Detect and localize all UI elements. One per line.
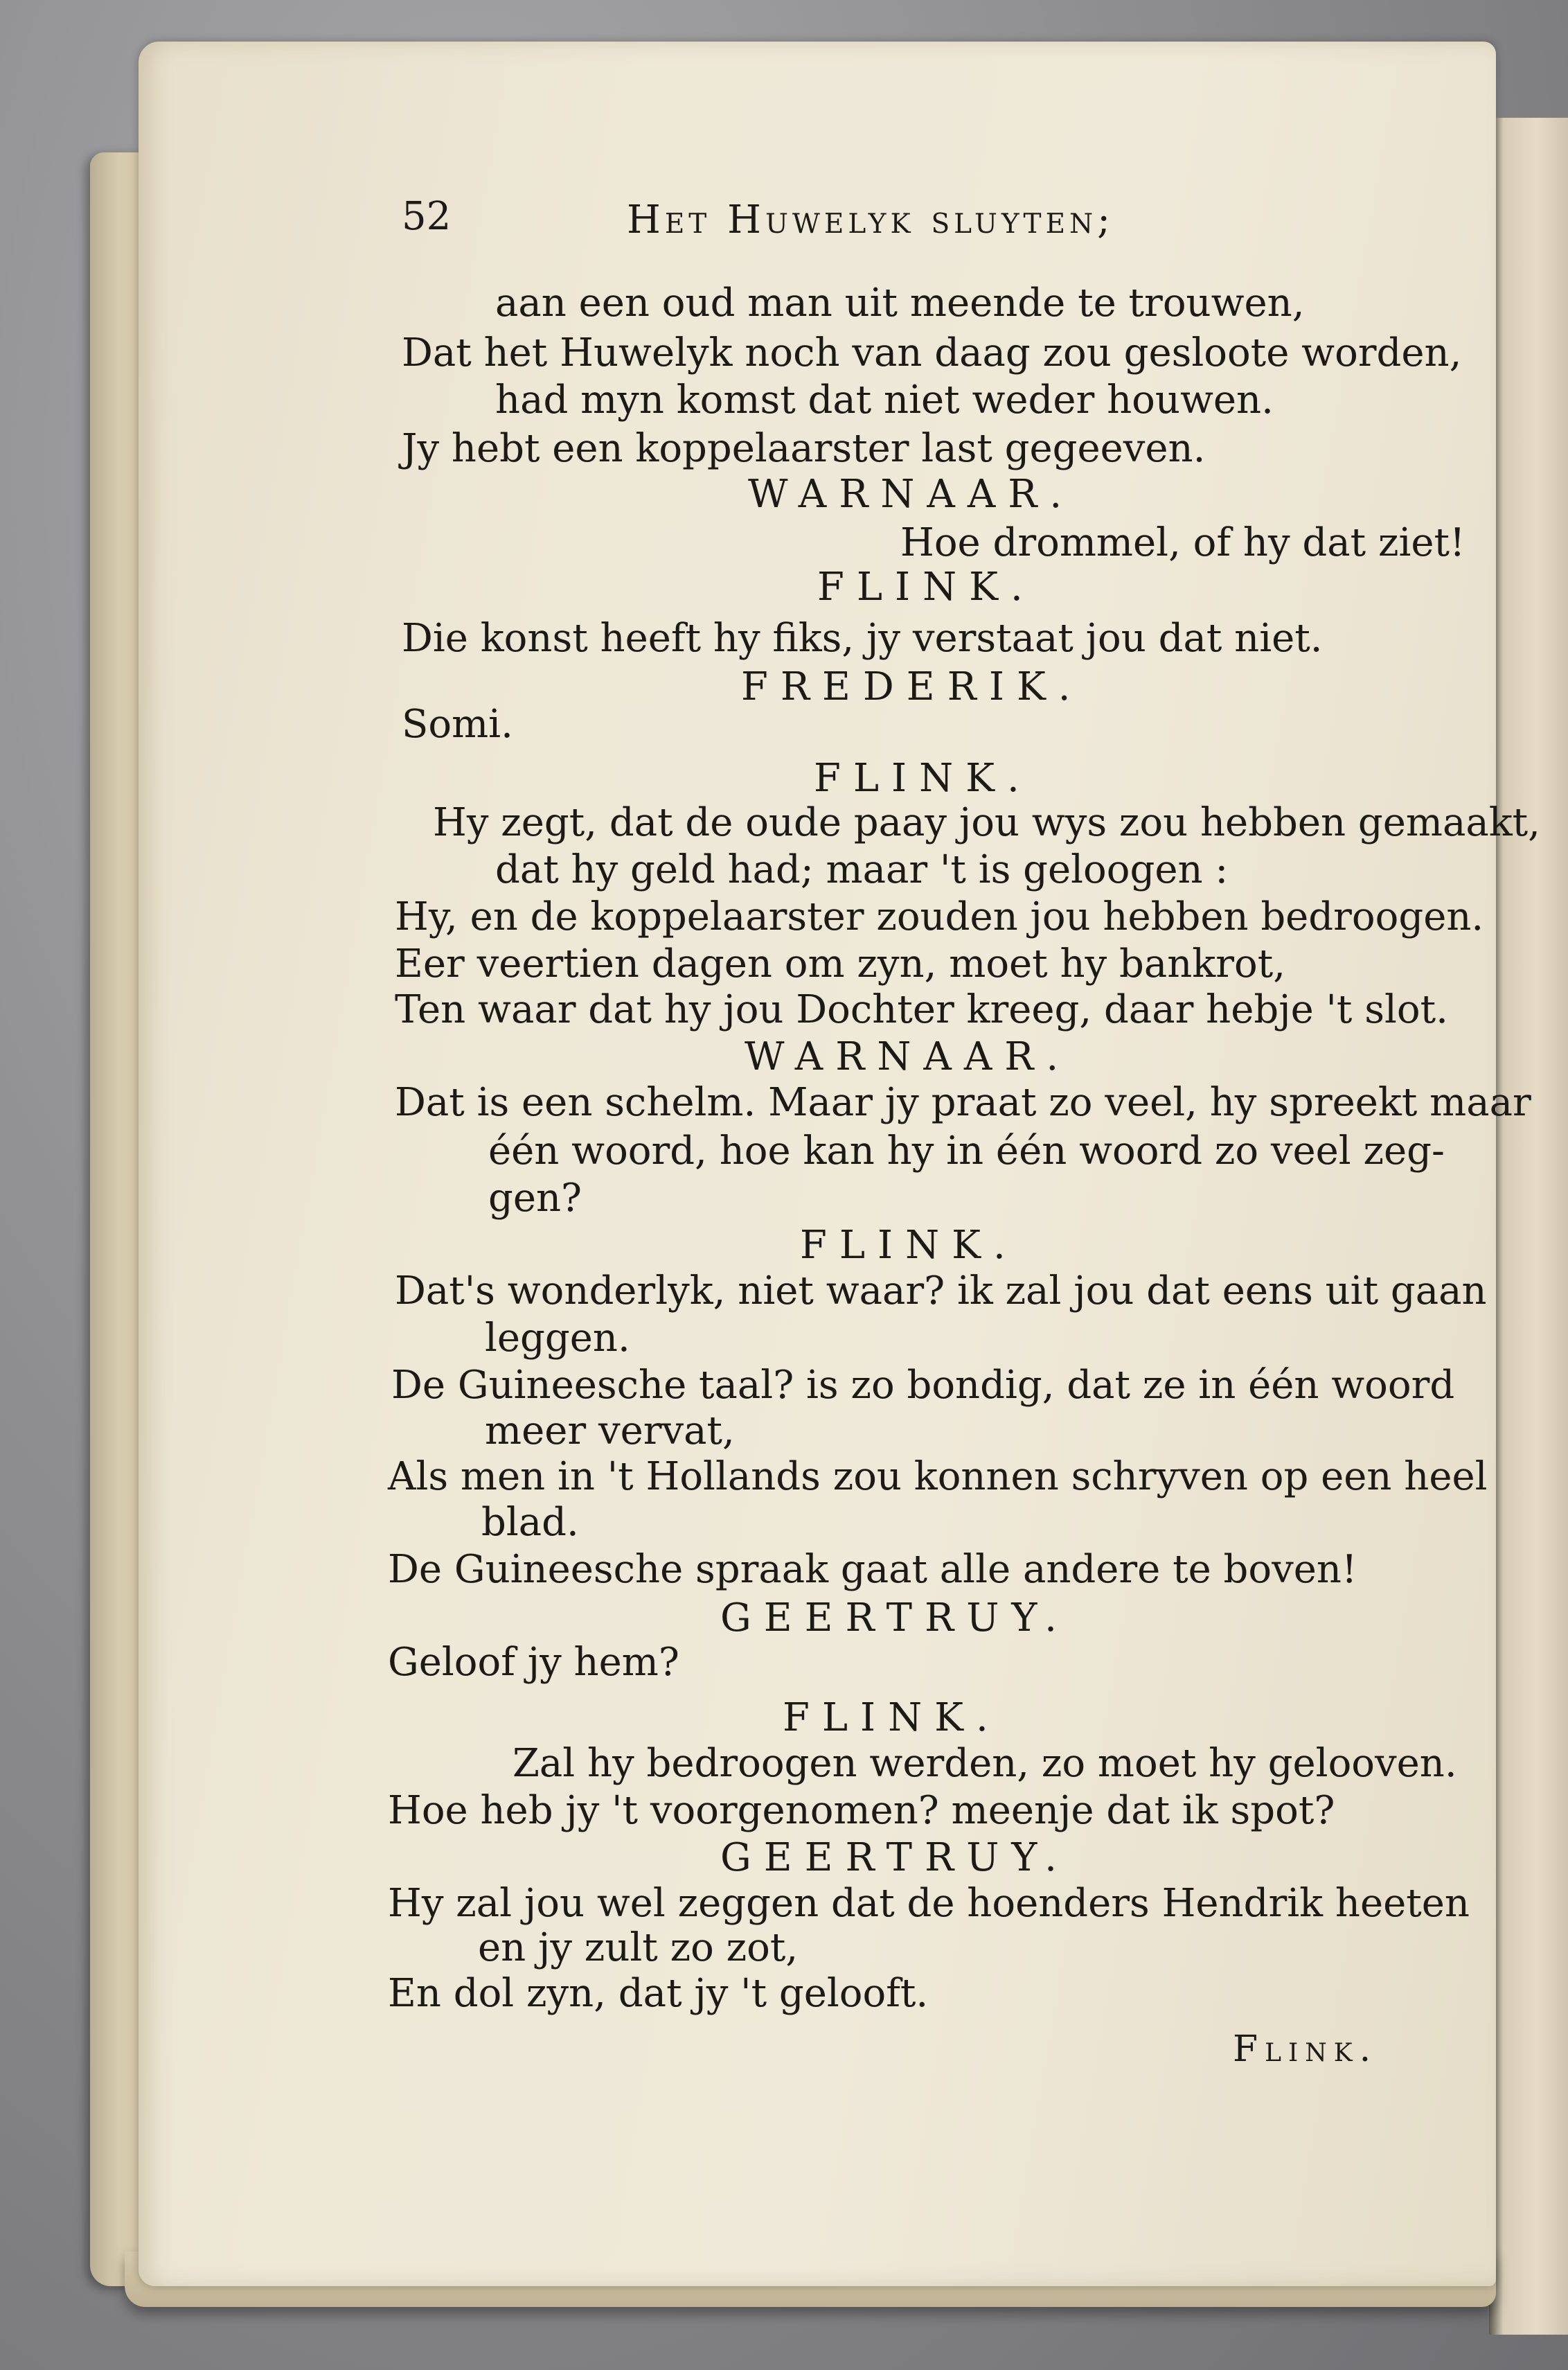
text-line: Hy zegt, dat de oude paay jou wys zou hebben gemaakt, [433,800,1540,845]
text-line: Hoe heb jy 't voorgenomen? meenje dat ik spot? [388,1788,1335,1833]
text-line: Jy hebt een koppelaarster last gegeeven. [402,426,1206,471]
text-line: blad. [481,1500,579,1545]
speaker-name: GEERTRUY. [720,1595,1069,1641]
text-line: Dat is een schelm. Maar jy praat zo veel, hy spreekt maar [395,1080,1531,1125]
text-line: één woord, hoe kan hy in één woord zo veel zeg- [488,1129,1445,1174]
speaker-name: FLINK. [800,1223,1018,1268]
text-line: Als men in 't Hollands zou konnen schryven op een heel [388,1454,1488,1499]
speaker-name: FREDERIK. [741,664,1083,709]
text-line: Ten waar dat hy jou Dochter kreeg, daar hebje 't slot. [395,987,1448,1032]
text-line: leggen. [485,1316,630,1361]
text-line: Somi. [402,702,513,747]
text-line: Hy, en de koppelaarster zouden jou hebben bedroogen. [395,894,1484,939]
speaker-name: FLINK. [814,756,1032,801]
speaker-name: WARNAAR. [748,472,1075,517]
text-line: aan een oud man uit meende te trouwen, [495,281,1305,326]
text-line: Die konst heeft hy fiks, jy verstaat jou dat niet. [402,616,1323,661]
speaker-name: GEERTRUY. [720,1835,1069,1880]
text-line: De Guineesche spraak gaat alle andere te boven! [388,1547,1357,1592]
text-line: Hoe drommel, of hy dat ziet! [900,520,1465,565]
speaker-name: FLINK. [817,565,1035,610]
text-line: meer vervat, [485,1408,735,1453]
text-line: Dat's wonderlyk, niet waar? ik zal jou dat eens uit gaan [395,1268,1487,1314]
speaker-name: WARNAAR. [745,1034,1071,1079]
facing-page-edge [1489,118,1568,2335]
text-line: had myn komst dat niet weder houwen. [495,378,1274,423]
catchword: Flink. [1233,2028,1378,2070]
text-line: gen? [488,1176,582,1221]
page-number: 52 [402,194,452,239]
text-line: De Guineesche taal? is zo bondig, dat ze in één woord [391,1363,1455,1408]
text-line: Eer veertien dagen om zyn, moet hy bankrot, [395,941,1286,987]
text-line: Hy zal jou wel zeggen dat de hoenders Hendrik heeten [388,1881,1470,1926]
text-line: Dat het Huwelyk noch van daag zou gesloote worden, [402,330,1462,375]
running-title: Het Huwelyk sluyten; [627,197,1115,242]
text-line: Zal hy bedroogen werden, zo moet hy gelooven. [513,1741,1457,1786]
text-line: Geloof jy hem? [388,1640,679,1685]
text-line: dat hy geld had; maar 't is geloogen : [495,847,1229,892]
page-content [249,0,1540,2370]
text-line: En dol zyn, dat jy 't gelooft. [388,1971,929,2016]
text-line: en jy zult zo zot, [478,1925,799,1970]
speaker-name: FLINK. [783,1695,1001,1740]
